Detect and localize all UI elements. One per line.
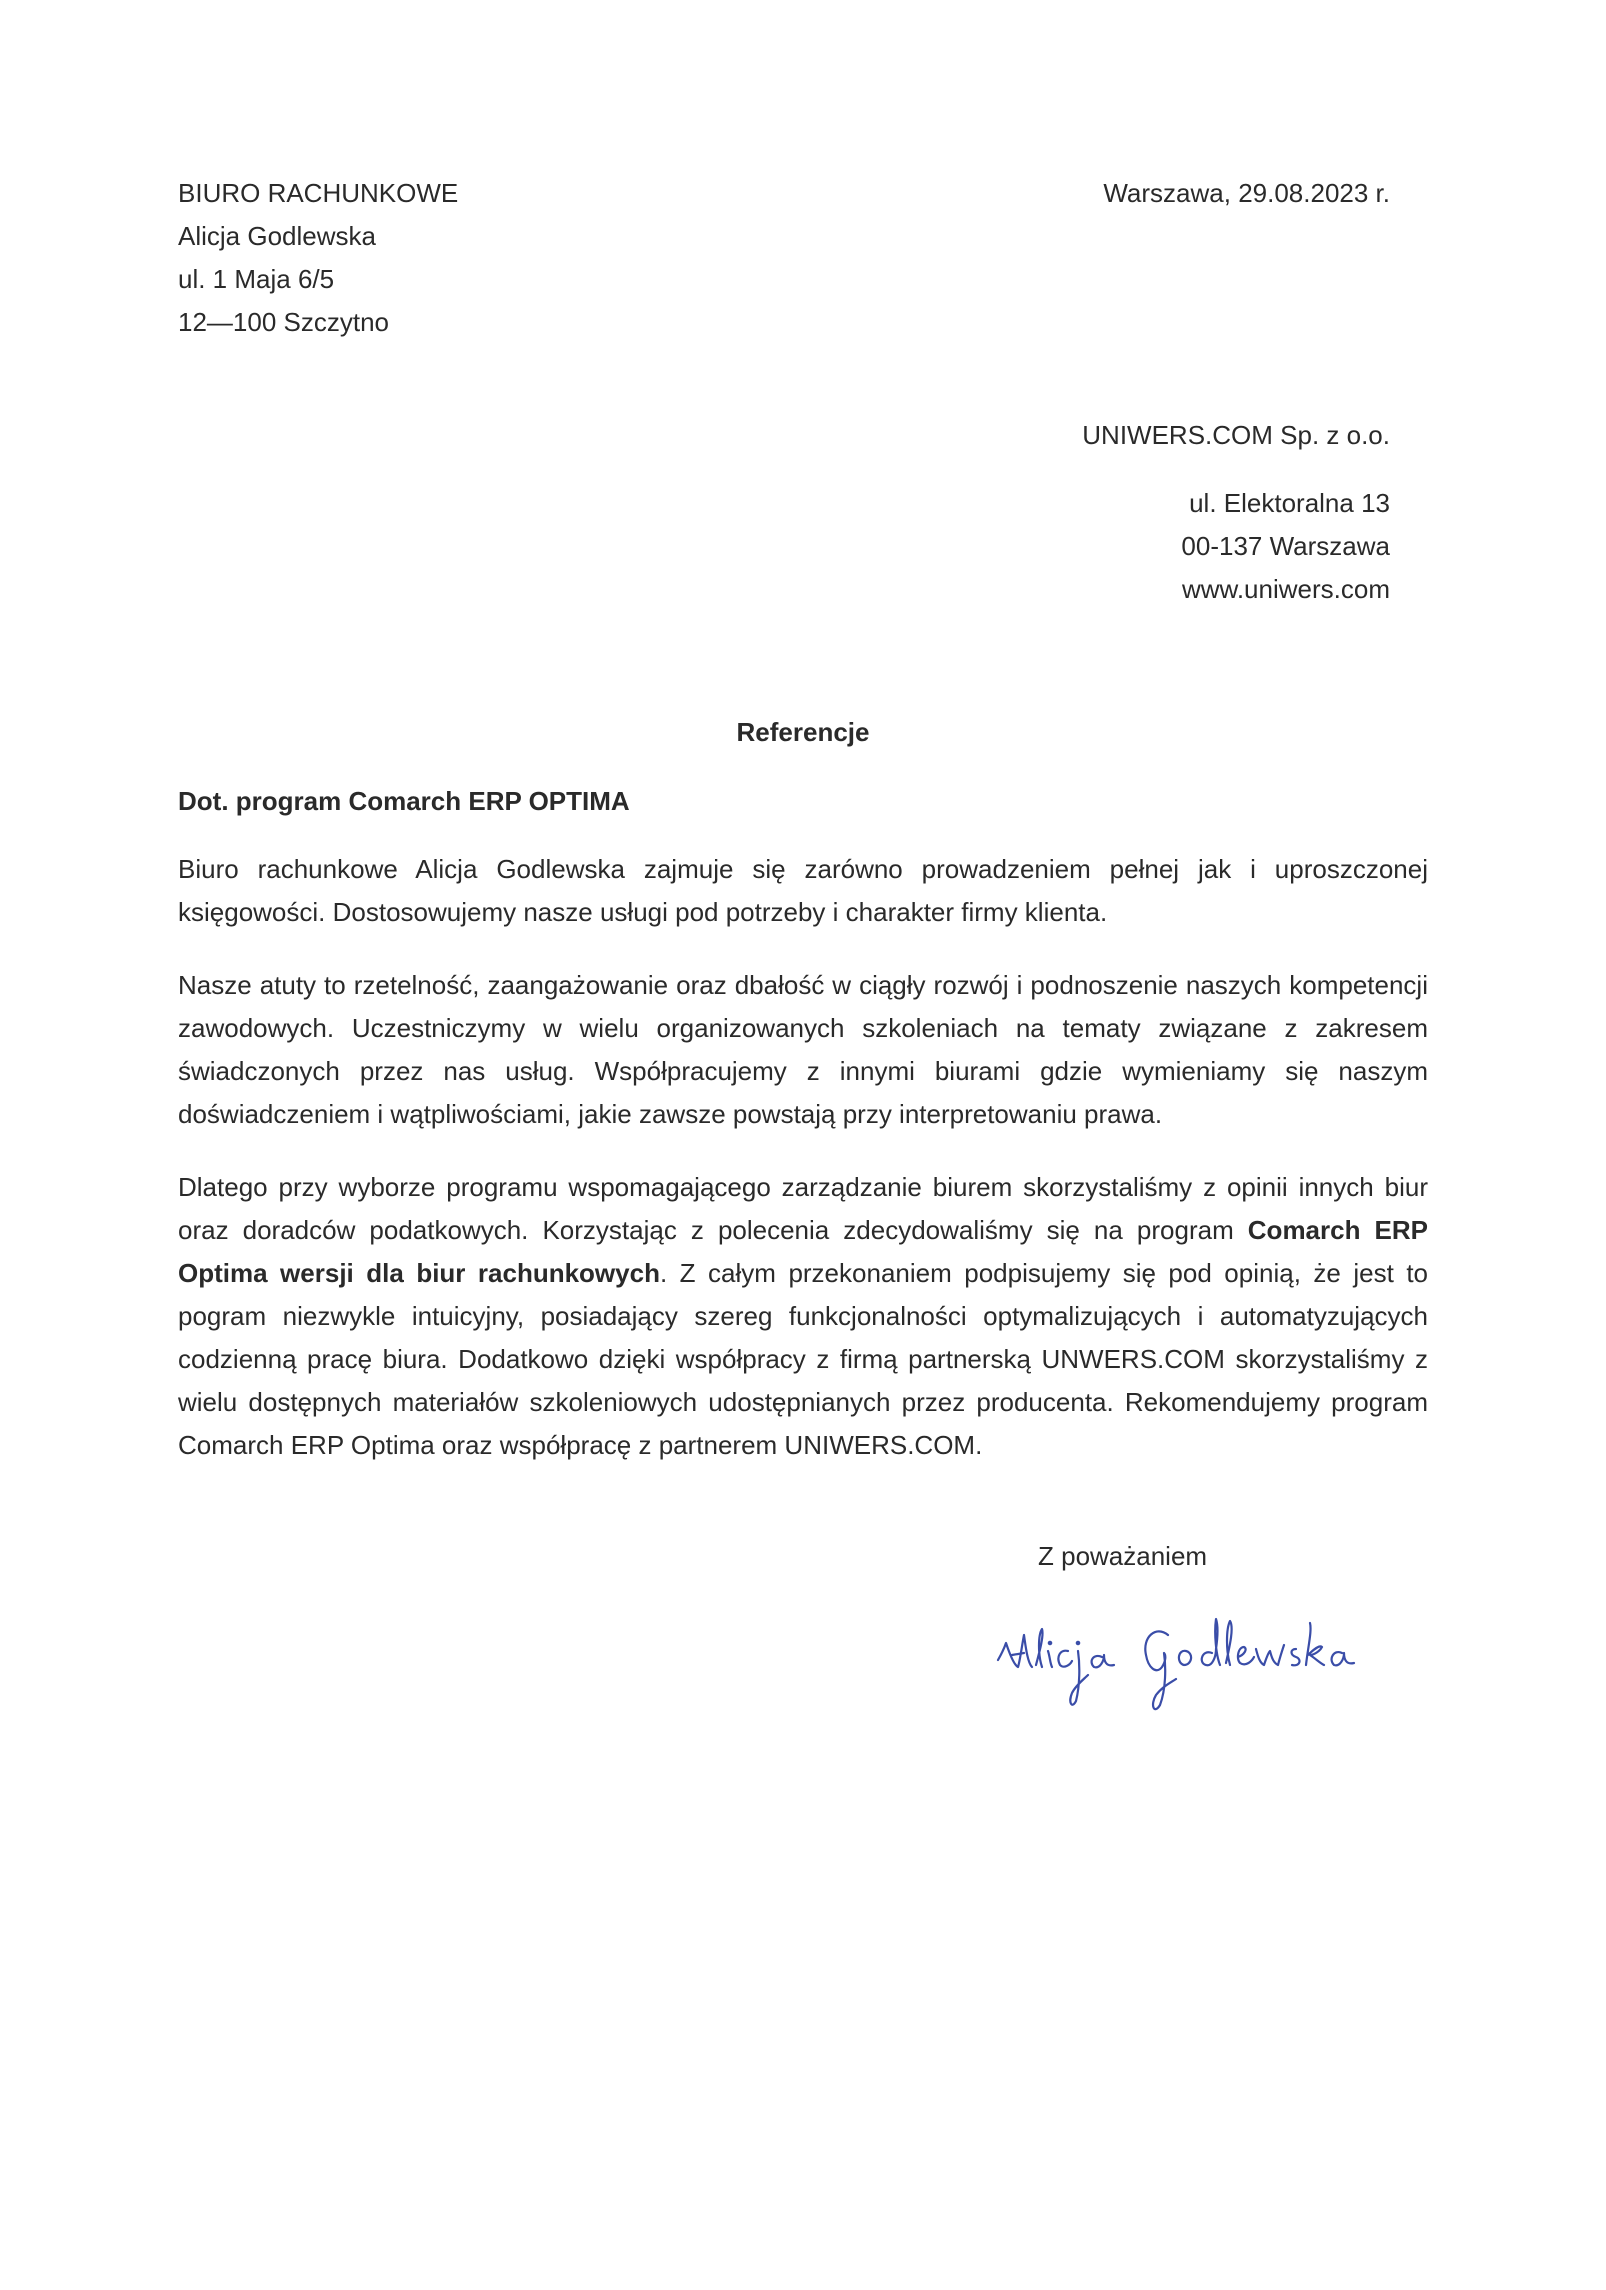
- document-title: Referencje: [736, 717, 870, 747]
- recipient-website: www.uniwers.com: [1181, 574, 1390, 604]
- paragraph-3-bold-product: Comarch ERP Optima wersji dla biur rachunkowych: [178, 1215, 1428, 1288]
- paragraph-3-text-a: Dlatego przy wyborze programu wspomagającego zarządzanie biurem skorzystaliśmy z opinii innych biur oraz doradców podatkowych. Korzystając z polecenia zdecydowaliśmy się na program: [178, 1172, 1428, 1245]
- sender-name: Alicja Godlewska: [178, 221, 376, 251]
- recipient-address: [1082, 414, 1390, 611]
- paragraph-3-text-b: . Z całym przekonaniem podpisujemy się pod opinią, że jest to pogram niezwykle intuicyjny, posiadający szereg funkcjonalności optymalizujących i automatyzujących codzienną pracę biura. Dodatkowo dzięki współpracy z firmą partnerską UNWERS.COM skorzystaliśmy z wielu dostępnych materiałów szkoleniowych udostępnianych przez producenta. Rekomendujemy program Comarch ERP Optima oraz współpracę z partnerem UNIWERS.COM.: [178, 1258, 1429, 1460]
- letter-body: [178, 848, 1428, 1497]
- signature-drawing: [990, 1605, 1360, 1725]
- letter-subject: Dot. program Comarch ERP OPTIMA: [178, 786, 630, 816]
- recipient-street: ul. Elektoralna 13: [1189, 488, 1390, 518]
- sender-address: [178, 172, 458, 344]
- sender-city: 12—100 Szczytno: [178, 307, 390, 337]
- closing-salutation: Z poważaniem: [1038, 1541, 1208, 1571]
- sender-company: BIURO RACHUNKOWE: [178, 178, 459, 208]
- recipient-city: 00-137 Warszawa: [1181, 531, 1390, 561]
- handwritten-signature: [990, 1605, 1360, 1725]
- sender-street: ul. 1 Maja 6/5: [178, 264, 335, 294]
- paragraph-2: Nasze atuty to rzetelność, zaangażowanie oraz dbałość w ciągły rozwój i podnoszenie naszych kompetencji zawodowych. Uczestniczymy w wielu organizowanych szkoleniach na tematy związane z zakresem świadczonych przez nas usług. Współpracujemy z innymi biurami gdzie wymieniamy się naszym doświadczeniem i wątpliwościami, jakie zawsze powstają przy interpretowaniu prawa.: [178, 970, 1428, 1129]
- letter-date: Warszawa, 29.08.2023 r.: [1103, 178, 1390, 208]
- paragraph-1: Biuro rachunkowe Alicja Godlewska zajmuje się zarówno prowadzeniem pełnej jak i uproszczonej księgowości. Dostosowujemy nasze usługi pod potrzeby i charakter firmy klienta.: [178, 854, 1428, 927]
- recipient-company: UNIWERS.COM Sp. z o.o.: [1082, 420, 1390, 450]
- paragraph-3: [178, 1166, 1428, 1467]
